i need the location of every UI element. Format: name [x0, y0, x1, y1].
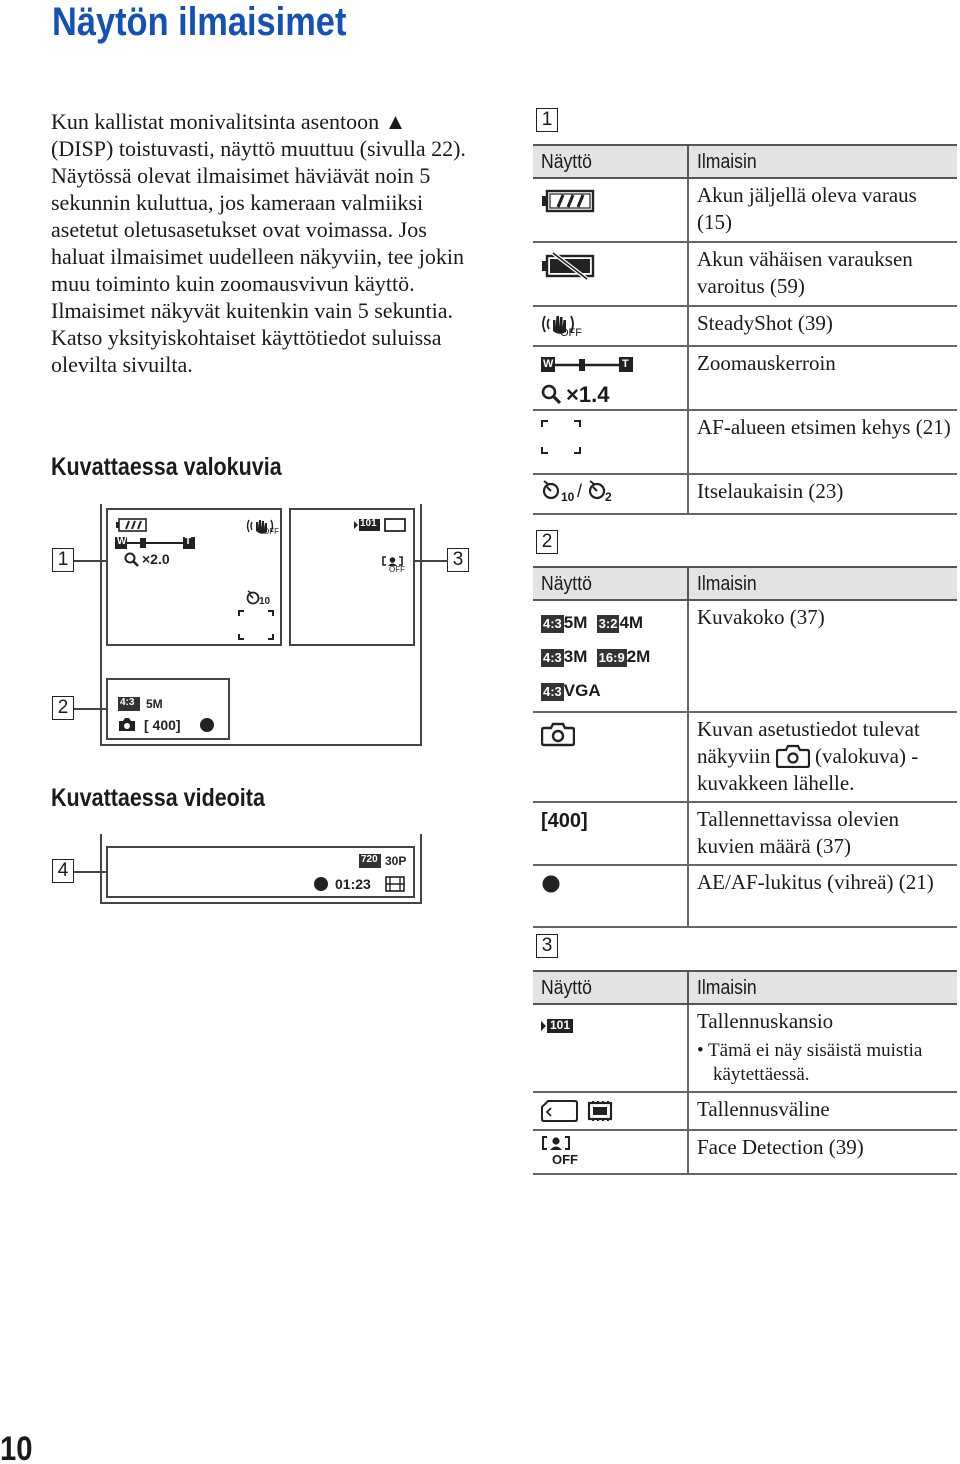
folder-number-text: 101: [550, 1018, 571, 1032]
photo-camera-icon: [541, 721, 575, 747]
recording-media-icon: [541, 1098, 615, 1124]
page-number: 10: [0, 1430, 33, 1464]
magnifier-icon: [541, 384, 563, 406]
table-row: [533, 306, 957, 346]
col-header-indicator: Ilmaisin: [697, 151, 757, 173]
indicator-battery-remaining: Akun jäljellä oleva varaus (15): [688, 178, 957, 242]
table-row: [533, 1004, 957, 1092]
zoom-scale-icon: [541, 357, 633, 373]
indicator-table-1: [533, 144, 957, 515]
indicator-table-2: [533, 566, 957, 928]
face-detection-off-text: OFF: [552, 1152, 578, 1167]
indicator-low-battery: Akun vähäisen varauksen varoitus (59): [688, 242, 957, 306]
indicator-ae-af-lock: AE/AF-lukitus (vihreä) (21): [688, 865, 957, 927]
recording-time: 01:23: [335, 876, 371, 892]
callout-1: 1: [52, 548, 74, 572]
self-timer-10-label: 10: [561, 490, 575, 504]
self-timer-2-label: 2: [605, 490, 612, 504]
col-header-display: Näyttö: [541, 151, 592, 173]
ae-af-lock-icon: [199, 717, 215, 733]
col-header-display: Näyttö: [541, 573, 592, 595]
table-row: [533, 1130, 957, 1174]
image-size-options: 4:3 5M 3:2 4M 4:3 3M 16:9 2M 4:3 VGA: [543, 613, 651, 700]
indicator-self-timer: Itselaukaisin (23): [688, 474, 957, 514]
table-row: [533, 712, 957, 802]
photo-section-heading: Kuvattaessa valokuvia: [51, 453, 282, 481]
zoom-w-label: W: [117, 536, 127, 547]
camera-icon: [118, 717, 136, 732]
table-row: [533, 474, 957, 514]
video-section-heading: Kuvattaessa videoita: [51, 784, 265, 812]
table-1-number: 1: [536, 108, 558, 132]
battery-remaining-icon: [541, 189, 595, 213]
zoom-scale-t: T: [622, 358, 629, 370]
zoom-scale-w: W: [543, 358, 554, 370]
table-2-number: 2: [536, 530, 558, 554]
table-3-number: 3: [536, 934, 558, 958]
low-battery-warning-icon: [541, 251, 595, 281]
steadyshot-off-label: OFF: [263, 527, 279, 536]
indicator-image-size: Kuvakoko (37): [688, 600, 957, 712]
aspect-ratio-label: 4:3: [120, 697, 135, 708]
indicator-recording-folder: Tallennuskansio: [697, 1009, 834, 1033]
indicator-recording-media: Tallennusväline: [688, 1092, 957, 1130]
table-row: [533, 865, 957, 927]
af-range-finder-icon: [541, 419, 581, 455]
inline-camera-icon: [776, 744, 810, 768]
battery-full-icon: [116, 518, 148, 532]
table-row: [533, 600, 957, 712]
movie-film-icon: [385, 876, 405, 892]
self-timer-10-icon: [541, 479, 561, 501]
zoom-factor-value: ×1.4: [566, 382, 610, 407]
movie-fps-label: 30P: [385, 854, 407, 868]
page-title: Näytön ilmaisimet: [52, 0, 347, 44]
af-frame-icon: [238, 610, 274, 640]
callout-4: 4: [52, 859, 74, 883]
remaining-count-display: [400]: [541, 810, 588, 832]
indicator-af-frame: AF-alueen etsimen kehys (21): [688, 410, 957, 474]
ae-af-lock-dot-icon: [541, 874, 561, 894]
zoom-value: ×2.0: [142, 551, 170, 567]
zoom-t-label: T: [185, 536, 192, 547]
zoom-magnifier-icon: [124, 552, 140, 568]
recording-folder-note: • Tämä ei näy sisäistä muistia käytettäessä.: [697, 1040, 923, 1085]
table-row: [533, 346, 957, 410]
table-row: [533, 410, 957, 474]
self-timer-value: 10: [259, 596, 271, 607]
callout-2: 2: [52, 696, 74, 720]
callout-3: 3: [447, 548, 469, 572]
steadyshot-off-text: OFF: [560, 327, 582, 339]
remaining-shots: [ 400]: [144, 717, 181, 733]
intro-paragraph-3: Katso yksityiskohtaiset käyttötiedot suluissa olevilta sivuilta.: [51, 325, 442, 377]
table-row: [533, 802, 957, 865]
indicator-face-detection: Face Detection (39): [688, 1130, 957, 1174]
indicator-table-3: [533, 970, 957, 1175]
image-size-label: 5M: [146, 697, 163, 711]
intro-paragraph-2: Näytössä olevat ilmaisimet häviävät noin 5 sekunnin kuluttua, jos kameraan valmiiksi asetetut oletusasetukset ovat voimassa. Jos haluat ilmaisimet uudelleen näkyviin, tee jokin muu toiminto kuin zoomausvivun käyttö. Ilmaisimet näkyvät kuitenkin vain 5 sekuntia.: [51, 163, 465, 323]
col-header-indicator: Ilmaisin: [697, 977, 757, 999]
self-timer-2-icon: [587, 479, 607, 501]
indicator-remaining-count: Tallennettavissa olevien kuvien määrä (37): [688, 802, 957, 865]
indicator-steadyshot: SteadyShot (39): [688, 306, 957, 346]
folder-number: 101: [360, 518, 377, 529]
indicator-settings-info-a: Kuvan asetustiedot tulevat näkyviin: [697, 717, 920, 768]
table-row: [533, 178, 957, 242]
intro-text: [51, 108, 471, 378]
indicator-settings-info-b: (valokuva) -kuvakkeen lähelle.: [697, 744, 919, 795]
table-row: [533, 1092, 957, 1130]
col-header-display: Näyttö: [541, 977, 592, 999]
recording-dot-icon: [313, 876, 329, 892]
intro-paragraph-1: Kun kallistat monivalitsinta asentoon ▲ (DISP) toistuvasti, näyttö muuttuu (sivulla 22).: [51, 109, 466, 161]
face-detection-off-label: OFF: [389, 565, 405, 574]
memory-card-icon: [383, 517, 407, 533]
self-timer-separator: /: [577, 481, 583, 501]
movie-quality-label: 720: [361, 854, 378, 865]
indicator-zoom: Zoomauskerroin: [688, 346, 957, 410]
table-row: [533, 242, 957, 306]
col-header-indicator: Ilmaisin: [697, 573, 757, 595]
zoom-bar-icon: [115, 537, 195, 549]
